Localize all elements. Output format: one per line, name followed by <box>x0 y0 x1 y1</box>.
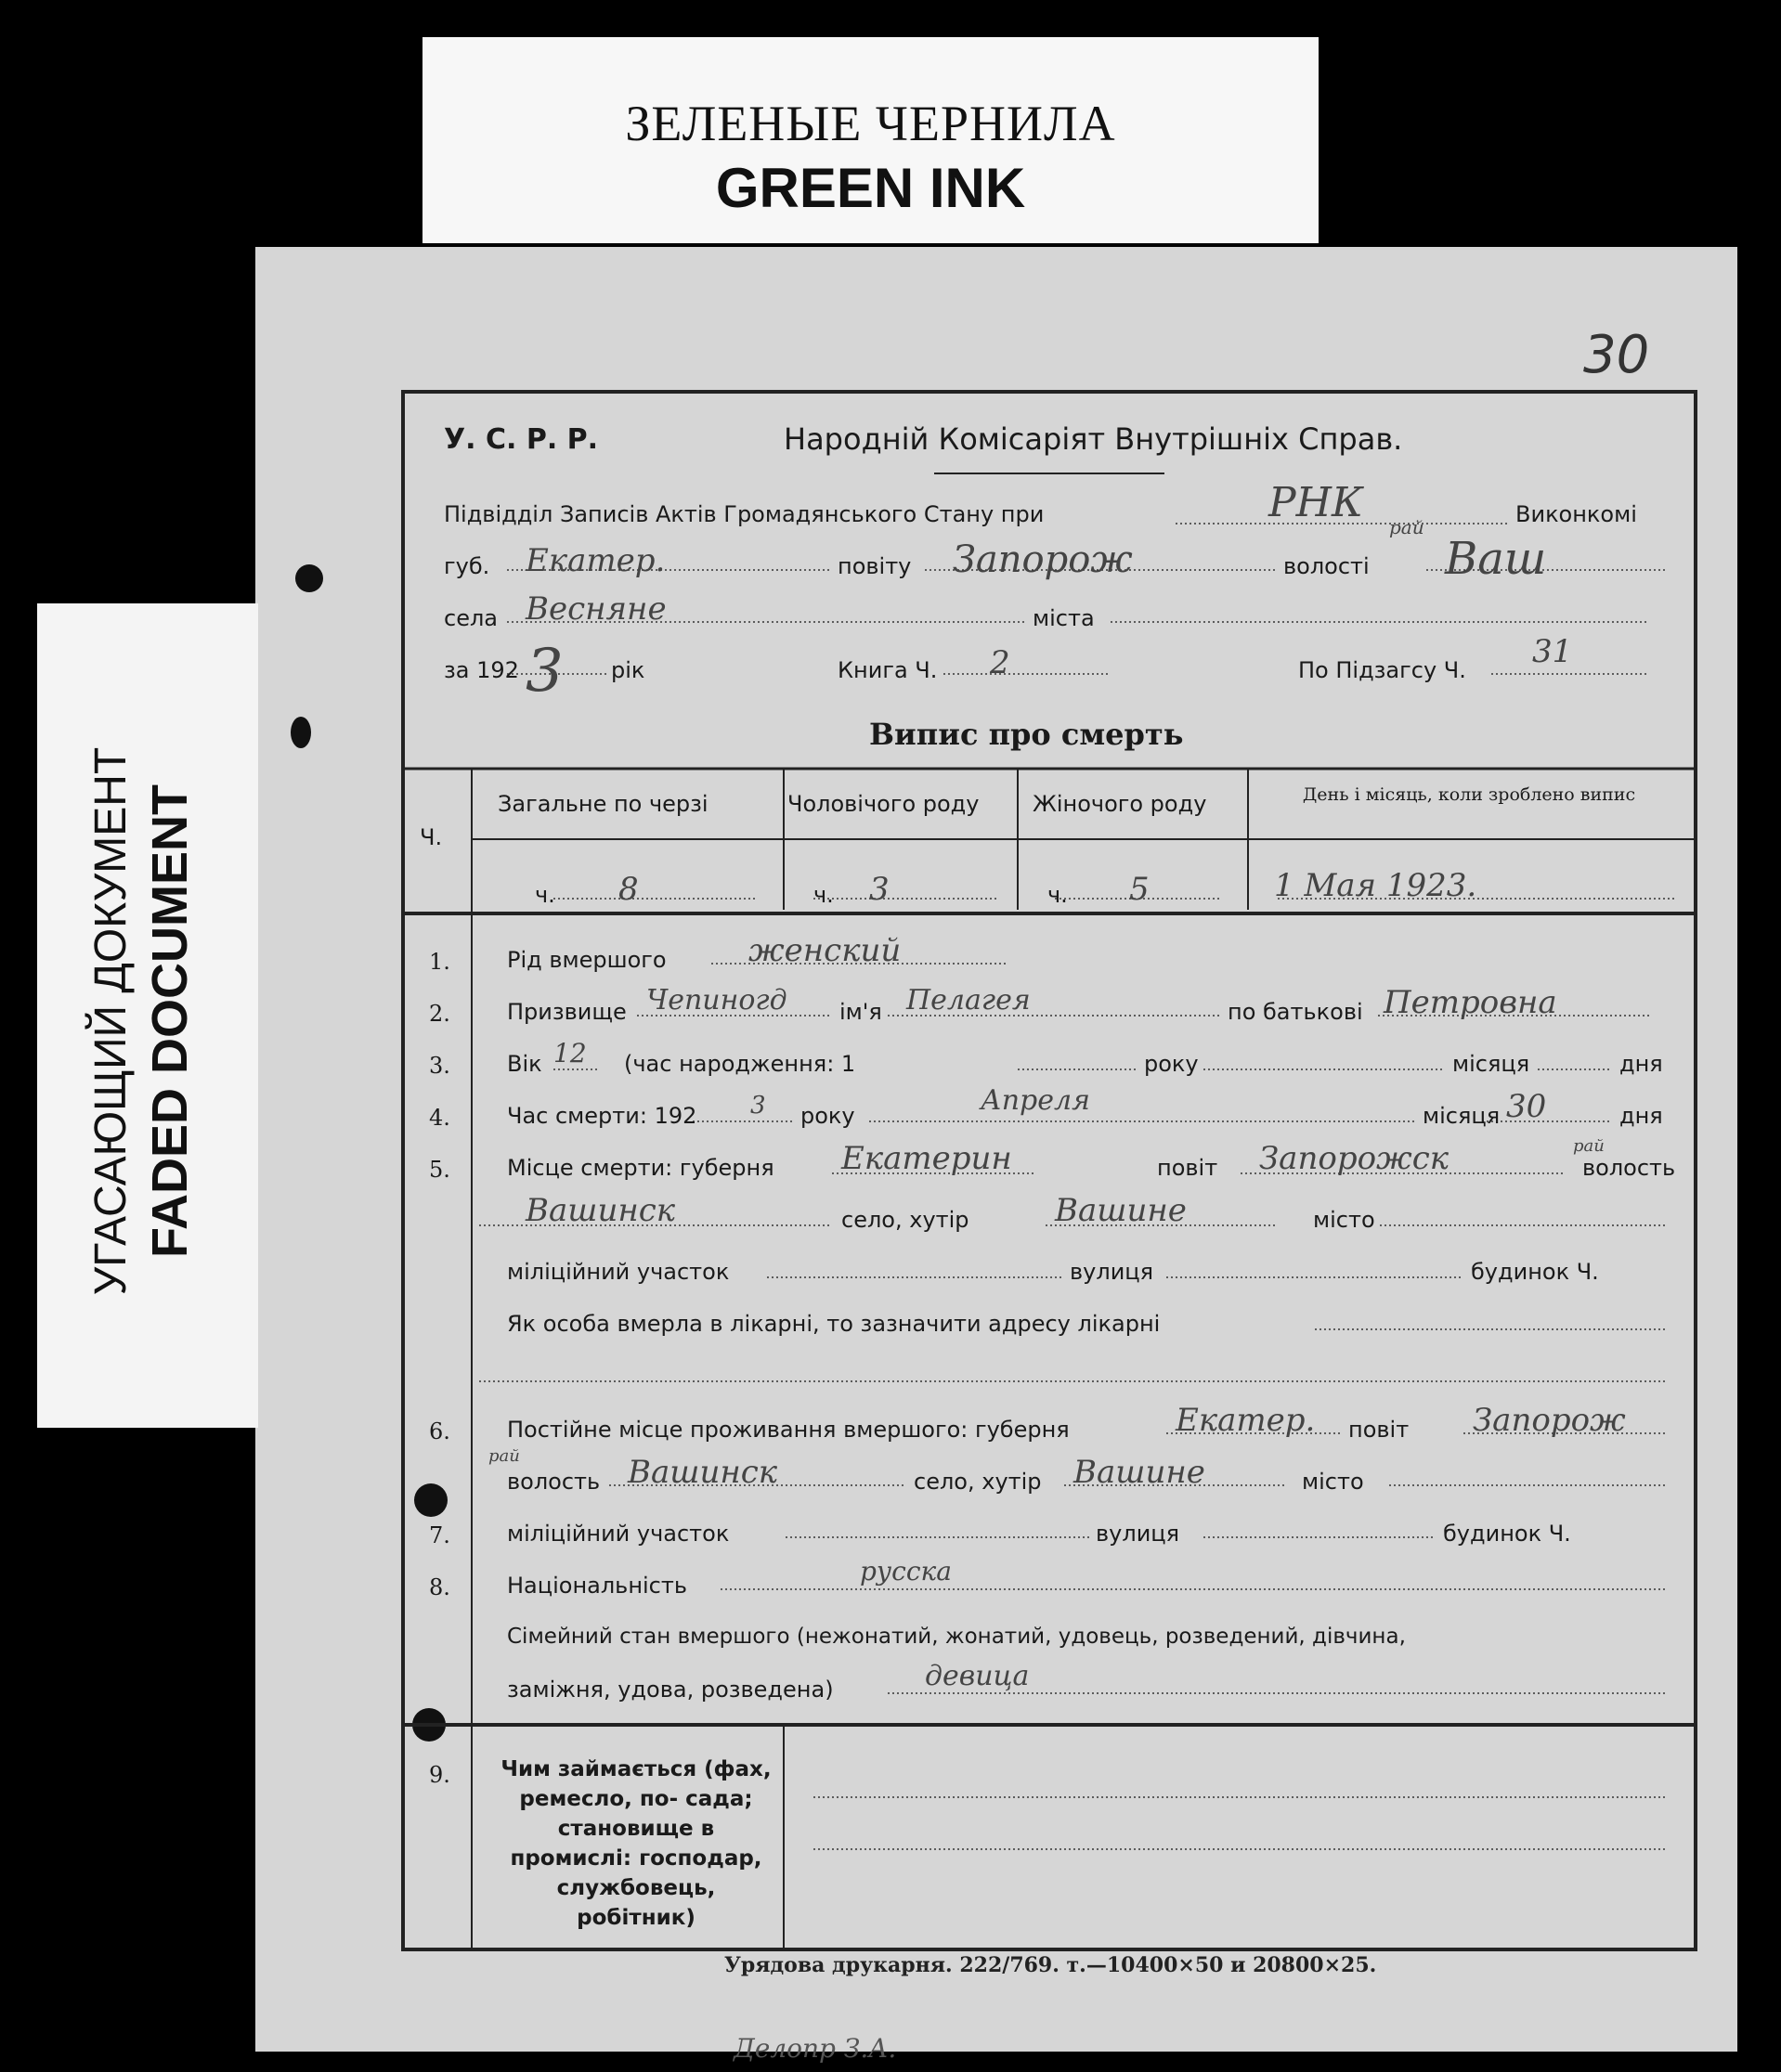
death-record-form <box>401 390 1697 1951</box>
volost-handwriting: Ваш <box>1445 533 1547 585</box>
counts-ch-label: Ч. <box>420 824 443 850</box>
birth-month-label: місяця <box>1452 1051 1530 1077</box>
death-volost-small: рай <box>1573 1136 1605 1156</box>
death-povit-handwriting: Запорожск <box>1259 1140 1450 1177</box>
age-handwriting: 12 <box>553 1038 587 1068</box>
death-day-handwriting: 30 <box>1506 1088 1547 1125</box>
row-number: 5. <box>429 1157 450 1183</box>
birth-day-label: дня <box>1619 1051 1663 1077</box>
residence-volost-label: волость <box>507 1469 601 1495</box>
document-title: Випис про смерть <box>869 717 1184 752</box>
volost-label: волості <box>1283 553 1370 579</box>
death-gub-handwriting: Екатерин <box>841 1140 1012 1177</box>
birth-year-label: року <box>1144 1051 1199 1077</box>
marital-status-label: Сімейний стан вмершого (нежонатий, жонатий, удовець, розведений, дівчина, <box>507 1625 1406 1649</box>
gender-label: Рід вмершого <box>507 947 667 973</box>
patronymic-label: по батькові <box>1228 999 1363 1025</box>
residence-gub-handwriting: Екатер. <box>1176 1402 1316 1439</box>
residence-police-label: міліційний участок <box>507 1521 730 1547</box>
povit-handwriting: Запорож <box>953 538 1133 581</box>
row-number: 9. <box>429 1762 450 1788</box>
marital-status-label-2: заміжня, удова, розведена) <box>507 1677 834 1703</box>
commissariat-title: Народній Комісаріят Внутрішніх Справ. <box>784 421 1403 457</box>
row-number: 8. <box>429 1574 450 1600</box>
residence-povit-handwriting: Запорож <box>1473 1402 1626 1439</box>
executive-label: Виконкомі <box>1515 501 1637 527</box>
death-selo-label: село, хутір <box>841 1207 969 1233</box>
surname-handwriting: Чепиногд <box>646 984 787 1017</box>
death-volost-label: волость <box>1582 1155 1676 1181</box>
first-name-handwriting: Пелагея <box>906 984 1031 1017</box>
general-ch: ч. <box>535 882 555 908</box>
faded-document-label-ru: УГАСАЮЩИЙ ДОКУМЕНТ <box>86 746 136 1296</box>
residence-street-label: вулиця <box>1096 1521 1180 1547</box>
sela-label: села <box>444 605 499 631</box>
page-number: 30 <box>1583 325 1650 385</box>
record-date: 1 Мая 1923. <box>1274 867 1477 904</box>
stain-mark <box>291 717 311 748</box>
subrecord-handwriting: 31 <box>1532 633 1573 670</box>
gub-handwriting: Екатер. <box>526 542 666 579</box>
female-ch: ч. <box>1047 882 1068 908</box>
col-date: День і місяць, коли зроблено випис <box>1302 784 1636 805</box>
year-handwriting: 3 <box>526 637 564 706</box>
residence-selo-handwriting: Вашине <box>1073 1454 1205 1491</box>
death-selo-handwriting: Вашине <box>1055 1192 1187 1229</box>
subdept-label: Підвідділ Записів Актів Громадянського Стану при <box>444 501 1045 527</box>
gender-handwriting: женский <box>748 932 902 969</box>
death-police-label: міліційний участок <box>507 1259 730 1285</box>
sela-handwriting: Весняне <box>526 590 667 628</box>
female-count: 5 <box>1129 871 1150 908</box>
residence-volost-handwriting: Вашинск <box>628 1454 778 1491</box>
green-ink-label <box>422 37 1319 243</box>
death-year-handwriting: 3 <box>750 1092 766 1120</box>
male-ch: ч. <box>813 882 834 908</box>
book-label: Книга Ч. <box>838 657 938 683</box>
col-female: Жіночого роду <box>1033 791 1207 817</box>
death-month-handwriting: Апреля <box>981 1084 1090 1117</box>
death-street-label: вулиця <box>1070 1259 1154 1285</box>
povit-label: повіту <box>838 553 912 579</box>
row-number: 3. <box>429 1053 450 1079</box>
age-label: Вік <box>507 1051 542 1077</box>
col-male: Чоловічого роду <box>787 791 980 817</box>
male-count: 3 <box>869 871 890 908</box>
nationality-label: Національність <box>507 1573 688 1599</box>
year-label: за 192 <box>444 657 519 683</box>
death-volost-handwriting: Вашинск <box>526 1192 676 1229</box>
death-month-label: місяця <box>1423 1103 1501 1129</box>
death-povit-label: повіт <box>1157 1155 1218 1181</box>
year-suffix: рік <box>611 657 645 683</box>
patronymic-handwriting: Петровна <box>1384 984 1557 1021</box>
general-count: 8 <box>618 871 639 908</box>
residence-label: Постійне місце проживання вмершого: губерня <box>507 1417 1070 1443</box>
hospital-label: Як особа вмерла в лікарні, то зазначити адресу лікарні <box>507 1311 1161 1337</box>
printer-footer: Урядова друкарня. 222/769. т.—10400×50 и 20800×25. <box>724 1953 1377 1977</box>
row-number: 4. <box>429 1105 450 1131</box>
book-handwriting: 2 <box>990 644 1010 681</box>
death-year-label: року <box>800 1103 855 1129</box>
marital-status-handwriting: девица <box>925 1660 1030 1692</box>
gub-label: губ. <box>444 553 490 579</box>
death-time-label: Час смерти: 192 <box>507 1103 697 1129</box>
green-ink-label-ru: ЗЕЛЕНЫЕ ЧЕРНИЛА <box>625 96 1116 151</box>
row-number: 1. <box>429 949 450 975</box>
birth-label: (час народження: 1 <box>624 1051 856 1077</box>
residence-house-label: будинок Ч. <box>1443 1521 1571 1547</box>
death-day-label: дня <box>1619 1103 1663 1129</box>
death-misto-label: місто <box>1313 1207 1375 1233</box>
nationality-handwriting: русска <box>860 1556 952 1586</box>
subrecord-label: По Підзагсу Ч. <box>1298 657 1466 683</box>
faded-document-label-en: FADED DOCUMENT <box>142 784 198 1258</box>
occupation-label: Чим займається (фах, ремесло, по- сада; становище в промислі: господар, службовець, робітник) <box>500 1757 772 1930</box>
stain-mark <box>295 564 323 592</box>
residence-povit-label: повіт <box>1348 1417 1410 1443</box>
death-place-label: Місце смерти: губерня <box>507 1155 774 1181</box>
bottom-handwriting: Делопр З.А. <box>734 2033 897 2064</box>
row-number: 2. <box>429 1001 450 1027</box>
col-general: Загальне по черзі <box>498 791 708 817</box>
residence-volost-small: рай <box>488 1446 520 1466</box>
row-number: 6. <box>429 1418 450 1444</box>
first-name-label: ім'я <box>839 999 882 1025</box>
volost-handwriting-small: рай <box>1389 516 1424 538</box>
faded-document-label <box>37 603 258 1428</box>
death-house-label: будинок Ч. <box>1471 1259 1599 1285</box>
mista-label: міста <box>1033 605 1095 631</box>
subdept-handwriting: РНК <box>1268 479 1364 526</box>
surname-label: Призвище <box>507 999 627 1025</box>
green-ink-label-en: GREEN INK <box>715 157 1026 219</box>
residence-selo-label: село, хутір <box>914 1469 1042 1495</box>
row-number: 7. <box>429 1522 450 1548</box>
residence-misto-label: місто <box>1302 1469 1364 1495</box>
ussr-label: У. С. Р. Р. <box>444 423 599 456</box>
